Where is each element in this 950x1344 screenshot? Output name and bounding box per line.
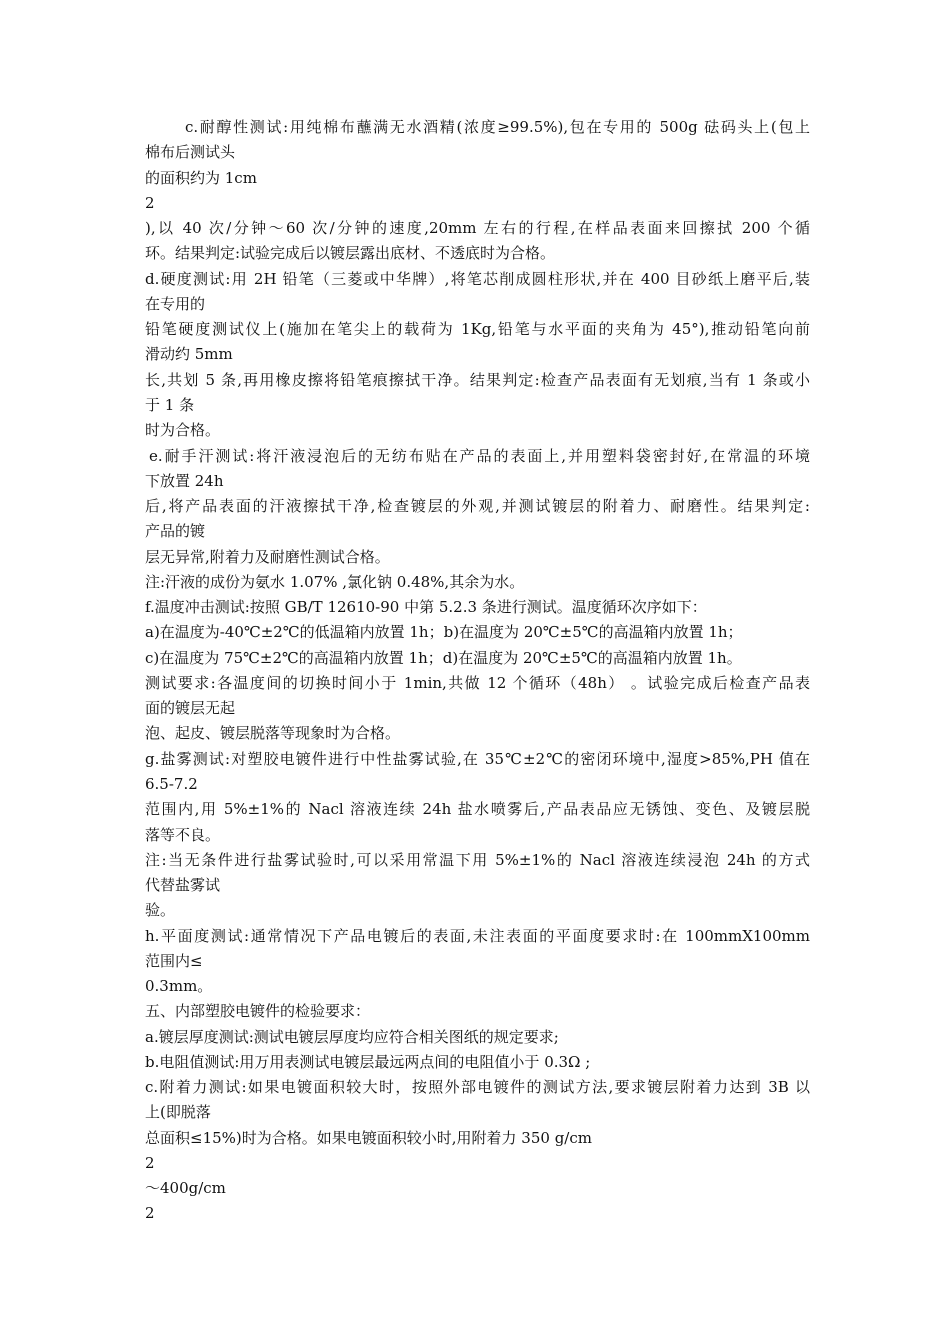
text-line: 6.5-7.2 [145, 775, 198, 793]
text-line: c.耐醇性测试:用纯棉布蘸满无水酒精(浓度≥99.5%),包在专用的 500g 砝码头上(包上 [185, 118, 810, 136]
text-line: 下放置 24h [145, 472, 224, 490]
text-line: 面的镀层无起 [145, 699, 236, 717]
text-line: 时为合格。 [145, 421, 221, 439]
section-heading: 五、内部塑胶电镀件的检验要求： [145, 1002, 371, 1020]
text-line: c)在温度为 75℃±2℃的高温箱内放置 1h；d)在温度为 20℃±5℃的高温箱内放置 1h。 [145, 649, 742, 667]
text-line: g.盐雾测试:对塑胶电镀件进行中性盐雾试验,在 35℃±2℃的密闭环境中,湿度>85%,PH 值在 [145, 750, 810, 768]
text-line: 的面积约为 1cm [145, 169, 257, 187]
text-line: 落等不良。 [145, 826, 221, 844]
text-line: 注:汗液的成份为氨水 1.07% ,氯化钠 0.48%,其余为水。 [145, 573, 525, 591]
text-line: d.硬度测试:用 2H 铅笔（三菱或中华牌）,将笔芯削成圆柱形状,并在 400 目砂纸上磨平后,装 [145, 270, 810, 288]
text-line: f.温度冲击测试:按照 GB/T 12610-90 中第 5.2.3 条进行测试。温度循环次序如下： [145, 598, 707, 616]
text-line: ～400g/cm [145, 1179, 226, 1197]
text-line: 铅笔硬度测试仪上(施加在笔尖上的载荷为 1Kg,铅笔与水平面的夹角为 45°),推动铅笔向前 [145, 320, 810, 338]
text-line: 产品的镀 [145, 522, 206, 540]
text-line: 2 [145, 1154, 155, 1172]
text-line: 层无异常,附着力及耐磨性测试合格。 [145, 548, 390, 566]
text-line: 于 1 条 [145, 396, 195, 414]
text-line: e.耐手汗测试:将汗液浸泡后的无纺布贴在产品的表面上,并用塑料袋密封好,在常温的环境 [149, 447, 810, 465]
text-line: c.附着力测试:如果电镀面积较大时，按照外部电镀件的测试方法,要求镀层附着力达到 3B 以 [145, 1078, 810, 1096]
text-line: 测试要求:各温度间的切换时间小于 1min,共做 12 个循环（48h） 。试验完成后检查产品表 [145, 674, 810, 692]
text-line: 注:当无条件进行盐雾试验时,可以采用常温下用 5%±1%的 Nacl 溶液连续浸泡 24h 的方式 [145, 851, 810, 869]
text-line: h.平面度测试:通常情况下产品电镀后的表面,未注表面的平面度要求时:在 100mmX100mm [145, 927, 810, 945]
text-line: 长,共划 5 条,再用橡皮擦将铅笔痕擦拭干净。结果判定:检查产品表面有无划痕,当有 1 条或小 [145, 371, 810, 389]
text-line: 泡、起皮、镀层脱落等现象时为合格。 [145, 724, 401, 742]
text-line: ),以 40 次/分钟～60 次/分钟的速度,20mm 左右的行程,在样品表面来回擦拭 200 个循 [145, 219, 810, 237]
text-line: 棉布后测试头 [145, 143, 236, 161]
text-line: 范围内,用 5%±1%的 Nacl 溶液连续 24h 盐水喷雾后,产品表品应无锈蚀、变色、及镀层脱 [145, 800, 810, 818]
text-line: 总面积≤15%)时为合格。如果电镀面积较小时,用附着力 350 g/cm [145, 1129, 592, 1147]
text-line: 上(即脱落 [145, 1103, 211, 1121]
text-line: 2 [145, 194, 155, 212]
text-line: b.电阻值测试:用万用表测试电镀层最远两点间的电阻值小于 0.3Ω ; [145, 1053, 591, 1071]
text-line: a)在温度为-40℃±2℃的低温箱内放置 1h；b)在温度为 20℃±5℃的高温箱内放置 1h； [145, 623, 743, 641]
text-line: 滑动约 5mm [145, 345, 233, 363]
text-line: 在专用的 [145, 295, 206, 313]
text-line: a.镀层厚度测试:测试电镀层厚度均应符合相关图纸的规定要求; [145, 1028, 559, 1046]
text-line: 后,将产品表面的汗液擦拭干净,检查镀层的外观,并测试镀层的附着力、耐磨性。结果判定: [145, 497, 810, 515]
text-line: 环。结果判定:试验完成后以镀层露出底材、不透底时为合格。 [145, 244, 556, 262]
text-line: 代替盐雾试 [145, 876, 221, 894]
text-line: 0.3mm。 [145, 977, 213, 995]
text-line: 验。 [145, 901, 176, 919]
text-line: 范围内≤ [145, 952, 203, 970]
text-line: 2 [145, 1204, 155, 1222]
